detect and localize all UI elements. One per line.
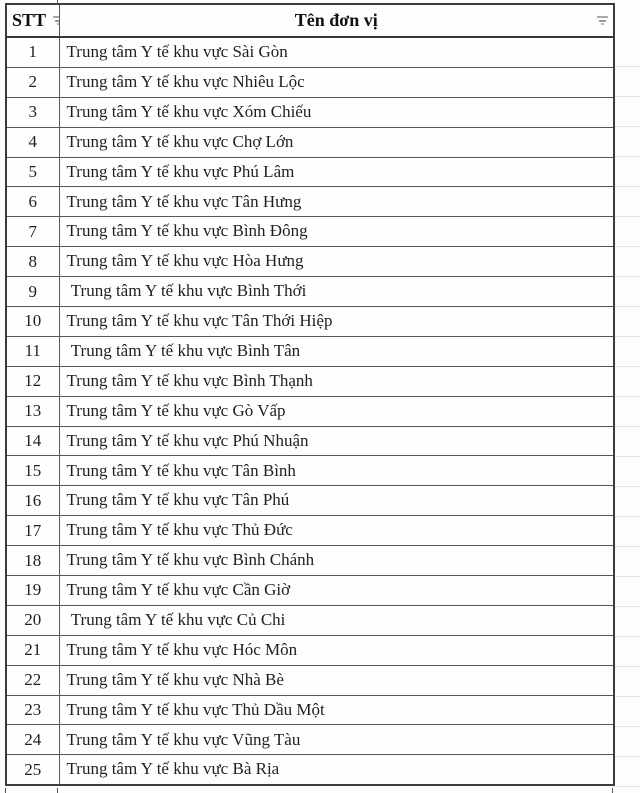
unit-name-cell[interactable]: Trung tâm Y tế khu vực Phú Lâm xyxy=(59,157,614,187)
unit-name-cell[interactable]: Trung tâm Y tế khu vực Phú Nhuận xyxy=(59,426,614,456)
stt-cell[interactable]: 17 xyxy=(6,516,59,546)
unit-name-cell[interactable]: Trung tâm Y tế khu vực Thủ Dầu Một xyxy=(59,695,614,725)
table-row xyxy=(6,127,614,157)
column-header-stt[interactable] xyxy=(6,4,59,37)
unit-name-cell[interactable]: Trung tâm Y tế khu vực Vũng Tàu xyxy=(59,725,614,755)
stt-cell[interactable]: 21 xyxy=(6,635,59,665)
stt-cell[interactable]: 18 xyxy=(6,546,59,576)
unit-name-cell[interactable]: Trung tâm Y tế khu vực Tân Phú xyxy=(59,486,614,516)
stt-cell[interactable]: 2 xyxy=(6,67,59,97)
table-row xyxy=(6,576,614,606)
table-row xyxy=(6,67,614,97)
unit-name-cell[interactable]: Trung tâm Y tế khu vực Gò Vấp xyxy=(59,396,614,426)
stt-cell[interactable]: 24 xyxy=(6,725,59,755)
table-row xyxy=(6,396,614,426)
units-table xyxy=(5,3,615,786)
unit-name-cell[interactable]: Trung tâm Y tế khu vực Bình Tân xyxy=(59,336,614,366)
unit-name-cell[interactable]: Trung tâm Y tế khu vực Bình Chánh xyxy=(59,546,614,576)
unit-name-cell[interactable]: Trung tâm Y tế khu vực Hóc Môn xyxy=(59,635,614,665)
table-row xyxy=(6,187,614,217)
unit-name-cell[interactable]: Trung tâm Y tế khu vực Nhiêu Lộc xyxy=(59,67,614,97)
table-row xyxy=(6,217,614,247)
unit-name-cell[interactable]: Trung tâm Y tế khu vực Thủ Đức xyxy=(59,516,614,546)
stt-cell[interactable]: 22 xyxy=(6,665,59,695)
stt-cell[interactable]: 7 xyxy=(6,217,59,247)
table-row xyxy=(6,456,614,486)
filter-icon[interactable] xyxy=(51,15,59,27)
stt-cell[interactable]: 16 xyxy=(6,486,59,516)
unit-name-cell[interactable]: Trung tâm Y tế khu vực Tân Bình xyxy=(59,456,614,486)
unit-name-cell[interactable]: Trung tâm Y tế khu vực Bà Rịa xyxy=(59,755,614,785)
stt-cell[interactable]: 19 xyxy=(6,576,59,606)
unit-name-cell[interactable]: Trung tâm Y tế khu vực Xóm Chiếu xyxy=(59,97,614,127)
unit-name-cell[interactable]: Trung tâm Y tế khu vực Cần Giờ xyxy=(59,576,614,606)
stt-cell[interactable]: 11 xyxy=(6,336,59,366)
unit-name-cell[interactable]: Trung tâm Y tế khu vực Bình Thới xyxy=(59,277,614,307)
stt-cell[interactable]: 14 xyxy=(6,426,59,456)
filter-icon[interactable] xyxy=(595,15,609,27)
table-row xyxy=(6,37,614,67)
unit-name-cell[interactable]: Trung tâm Y tế khu vực Hòa Hưng xyxy=(59,247,614,277)
table-row xyxy=(6,97,614,127)
unit-name-cell[interactable]: Trung tâm Y tế khu vực Củ Chi xyxy=(59,605,614,635)
stt-cell[interactable]: 3 xyxy=(6,97,59,127)
column-header-ten-don-vi[interactable] xyxy=(59,4,614,37)
stt-cell[interactable]: 1 xyxy=(6,37,59,67)
table-row xyxy=(6,605,614,635)
table-row xyxy=(6,366,614,396)
table-row xyxy=(6,695,614,725)
table-row xyxy=(6,755,614,785)
table-row xyxy=(6,486,614,516)
grid-overflow-strip xyxy=(613,37,640,789)
unit-name-cell[interactable]: Trung tâm Y tế khu vực Bình Đông xyxy=(59,217,614,247)
table-row xyxy=(6,277,614,307)
stt-cell[interactable]: 15 xyxy=(6,456,59,486)
stt-cell[interactable]: 8 xyxy=(6,247,59,277)
stt-cell[interactable]: 6 xyxy=(6,187,59,217)
table-row xyxy=(6,426,614,456)
table-border-sliver-bottom-left xyxy=(5,788,6,793)
column-header-stt-label: STT xyxy=(12,10,47,30)
column-header-ten-don-vi-label: Tên đơn vị xyxy=(294,10,378,30)
stt-cell[interactable]: 23 xyxy=(6,695,59,725)
unit-name-cell[interactable]: Trung tâm Y tế khu vực Tân Thới Hiệp xyxy=(59,307,614,337)
stt-cell[interactable]: 13 xyxy=(6,396,59,426)
unit-name-cell[interactable]: Trung tâm Y tế khu vực Nhà Bè xyxy=(59,665,614,695)
table-row xyxy=(6,157,614,187)
table-row xyxy=(6,516,614,546)
stt-cell[interactable]: 4 xyxy=(6,127,59,157)
table-row xyxy=(6,635,614,665)
stt-cell[interactable]: 12 xyxy=(6,366,59,396)
stt-cell[interactable]: 10 xyxy=(6,307,59,337)
table-row xyxy=(6,307,614,337)
stt-cell[interactable]: 25 xyxy=(6,755,59,785)
header-row xyxy=(6,4,614,37)
unit-name-cell[interactable]: Trung tâm Y tế khu vực Tân Hưng xyxy=(59,187,614,217)
table-border-sliver-bottom-right xyxy=(612,788,613,793)
table-row xyxy=(6,247,614,277)
unit-name-cell[interactable]: Trung tâm Y tế khu vực Sài Gòn xyxy=(59,37,614,67)
stt-cell[interactable]: 5 xyxy=(6,157,59,187)
table-row xyxy=(6,725,614,755)
unit-name-cell[interactable]: Trung tâm Y tế khu vực Chợ Lớn xyxy=(59,127,614,157)
column-divider-sliver-bottom xyxy=(57,788,58,793)
table-row xyxy=(6,546,614,576)
unit-name-cell[interactable]: Trung tâm Y tế khu vực Bình Thạnh xyxy=(59,366,614,396)
stt-cell[interactable]: 20 xyxy=(6,605,59,635)
stt-cell[interactable]: 9 xyxy=(6,277,59,307)
table-row xyxy=(6,336,614,366)
table-row xyxy=(6,665,614,695)
